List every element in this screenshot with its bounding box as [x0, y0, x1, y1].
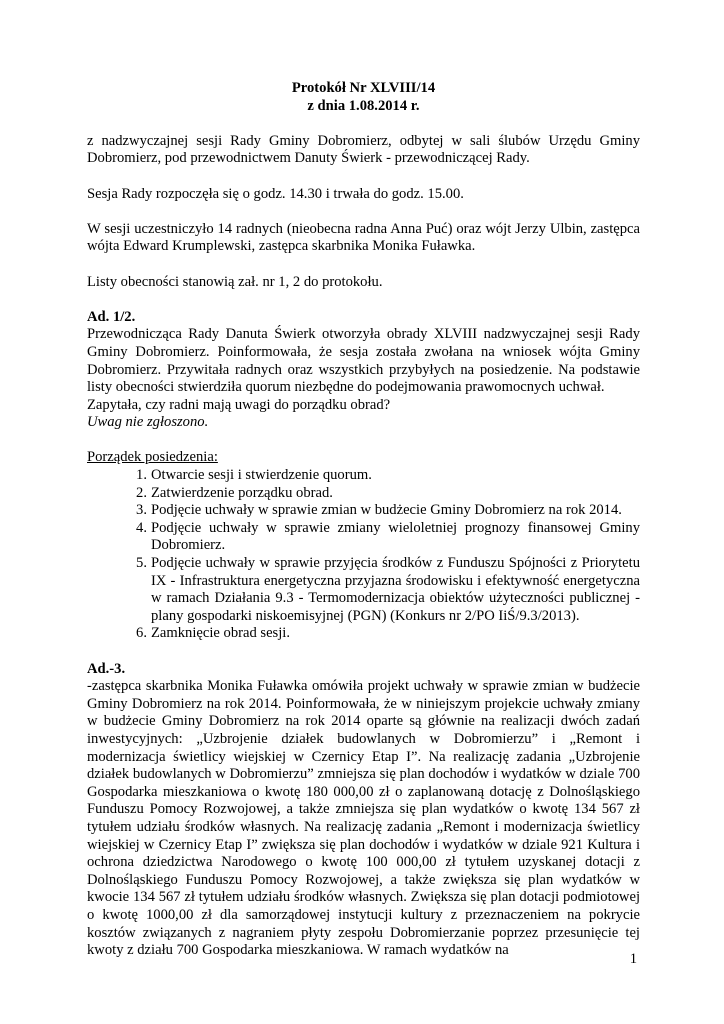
section-1-2-body: Przewodnicząca Rady Danuta Świerk otworzyła obrady XLVIII nadzwyczajnej sesji Rady Gminy Dobromierz. Poinformowała, że sesja została zwołana na wniosek wójta Gminy Dobromierz. Przywitała radnych oraz wszystkich przybyłych na posiedzenie. Na podstawie listy obecności stwierdziła quorum niezbędne do podejmowania prawomocnych uchwał. — [87, 326, 640, 396]
agenda-item-number: 1. — [136, 467, 147, 484]
agenda-item-number: 4. — [136, 519, 147, 536]
attendance-paragraph: W sesji uczestniczyło 14 radnych (nieobecna radna Anna Puć) oraz wójt Jerzy Ulbin, zastępca wójta Edward Krumplewski, zastępca skarbnika Monika Fuławka. — [87, 220, 640, 255]
agenda-item — [136, 502, 640, 520]
agenda-item — [136, 555, 640, 625]
page-number: 1 — [629, 951, 637, 967]
agenda-item — [136, 467, 640, 485]
session-time-paragraph: Sesja Rady rozpoczęła się o godz. 14.30 i trwała do godz. 15.00. — [87, 185, 464, 202]
agenda-item — [136, 519, 640, 555]
section-3-body: -zastępca skarbnika Monika Fuławka omówiła projekt uchwały w sprawie zmian w budżecie Gminy Dobromierz na rok 2014. Poinformowała, że w niniejszym projekcie uchwały zmiany w budżecie Gminy Dobromierz na rok 2014 oparte są głównie na realizacji dwóch zadań inwestycyjnych: „Uzbrojenie działek budowlanych w Dobromierzu” i „Remont i modernizacja świetlicy wiejskiej w Czernicy Etap I”. Na realizację zadania „Uzbrojenie działek budowlanych w Dobromierzu” zmniejsza się plan dochodów i wydatków w dziale 700 Gospodarka mieszkaniowa o kwotę 180 000,00 zł o zaplanowaną dotację z Dolnośląskiego Funduszu Pomocy Rozwojowej, a także zmniejsza się plan wydatków o kwotę 134 567 zł tytułem udziału środków własnych. Na realizację zadania „Remont i modernizacja świetlicy wiejskiej w Czernicy Etap I” zwiększa się plan dochodów i wydatków w dziale 921 Kultura i ochrona dziedzictwa Narodowego o kwotę 100 000,00 zł tytułem uzyskanej dotacji z Dolnośląskiego Funduszu Pomocy Rozwojowej, a także zwiększa się plan wydatków w kwocie 134 567 zł tytułem udziału środków własnych. Zwiększa się plan dotacji podmiotowej o kwotę 1000,00 zł dla samorządowej instytucji kultury z przeznaczeniem na pokrycie kosztów związanych z nagraniem płyty zespołu Dobromierzanie poprzez przesunięcie tej kwoty z działu 700 Gospodarka mieszkaniowa. W ramach wydatków na — [87, 678, 640, 959]
agenda-item-number: 3. — [136, 502, 147, 519]
section-3-heading: Ad.-3. — [87, 660, 126, 677]
section-1-2-question: Zapytała, czy radni mają uwagi do porządku obrad? — [87, 396, 391, 413]
attendance-lists-note: Listy obecności stanowią zał. nr 1, 2 do protokołu. — [87, 273, 383, 290]
agenda-heading-wrapper — [87, 449, 640, 467]
agenda-item-number: 6. — [136, 625, 147, 642]
document-date: z dnia 1.08.2014 r. — [307, 97, 420, 114]
section-1-2-remark: Uwag nie zgłoszono. — [87, 414, 209, 431]
agenda-item-number: 5. — [136, 555, 147, 572]
document-page — [87, 80, 640, 960]
agenda-list — [87, 467, 640, 643]
agenda-item-number: 2. — [136, 484, 147, 501]
agenda-item-text: Podjęcie uchwały w sprawie przyjęcia środków z Funduszu Spójności z Priorytetu IX - Infrastruktura energetyczna przyjazna środowisku i efektywność energetyczna w ramach Działania 9.3 - Termomodernizacja obiektów użyteczności publicznej - plany gospodarki niskoemisyjnej (PGN) (Konkurs nr 2/PO IiŚ/9.3/2013). — [151, 555, 640, 624]
agenda-item-text: Zamknięcie obrad sesji. — [151, 625, 290, 642]
document-title: Protokół Nr XLVIII/14 — [291, 80, 436, 96]
section-1-2-heading: Ad. 1/2. — [87, 308, 136, 325]
agenda-item — [136, 625, 640, 643]
agenda-item-text: Zatwierdzenie porządku obrad. — [151, 484, 333, 501]
agenda-item — [136, 484, 640, 503]
session-info-paragraph: z nadzwyczajnej sesji Rady Gminy Dobromierz, odbytej w sali ślubów Urzędu Gminy Dobromierz, pod przewodnictwem Danuty Świerk - przewodniczącej Rady. — [87, 132, 640, 167]
agenda-item-text: Podjęcie uchwały w sprawie zmian w budżecie Gminy Dobromierz na rok 2014. — [151, 502, 622, 519]
agenda-item-text: Podjęcie uchwały w sprawie zmiany wieloletniej prognozy finansowej Gminy Dobromierz. — [151, 519, 640, 554]
agenda-item-text: Otwarcie sesji i stwierdzenie quorum. — [151, 467, 372, 484]
agenda-heading: Porządek posiedzenia: — [87, 449, 218, 466]
